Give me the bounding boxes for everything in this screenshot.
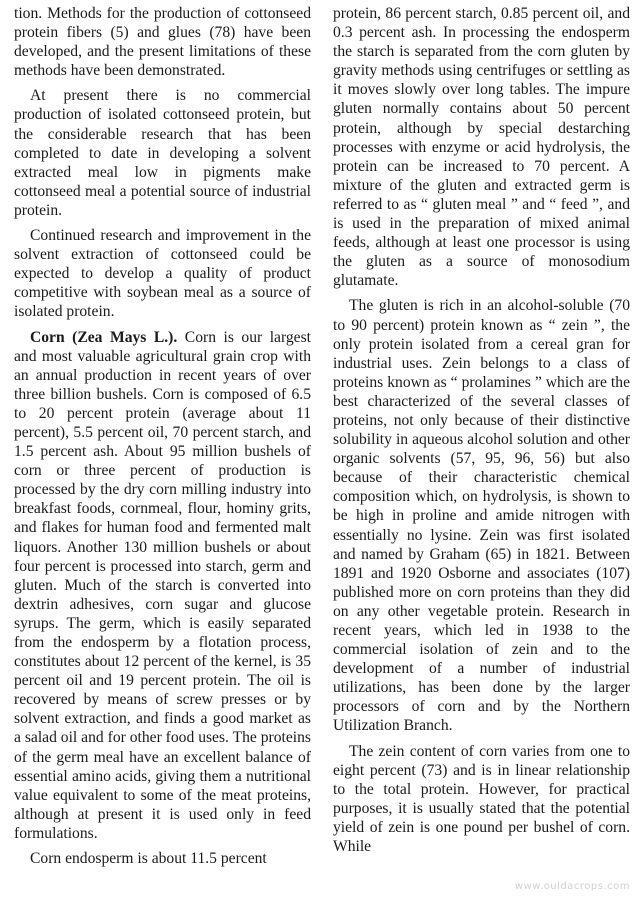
- paragraph: The zein content of corn varies from one to eight percent (73) and is in linear relationship to the total protein. However, for practical purposes, it is usually stated that the potential yield of zein is one pound per bushel of corn. While: [333, 742, 630, 856]
- paragraph: Corn endosperm is about 11.5 percent: [30, 850, 267, 868]
- section-heading-latin-name: (Zea Mays L.).: [72, 328, 178, 346]
- paragraph: The gluten is rich in an alcohol-soluble (70 to 90 percent) protein known as “ zein ”, the only protein isolated from a cereal gran for industrial uses. Zein belongs to a class of proteins known as “ prolamines ” which are the best characterized of the several classes of proteins, not only because of their distinctive solubility in aqueous alcohol solution and other organic solvents (57, 95, 96, 56) but also because of their characteristic chemical composition which, on hydrolysis, is shown to be high in proline and amide nitrogen with essentially no lysine. Zein was first isolated and named by Graham (65) in 1821. Between 1891 and 1920 Osborne and associates (107) published more on corn proteins than they did on any other vegetable protein. Research in recent years, which led in 1938 to the commercial isolation of zein and to the development of a number of industrial utilizations, has been done by the larger processors of corn and by the Northern Utilization Branch.: [333, 297, 630, 735]
- paragraph: Continued research and improvement in the solvent extraction of cottonseed could be expected to develop a quality of product competitive with soybean meal as a source of isolated protein.: [14, 227, 311, 321]
- section-heading-corn: Corn: [30, 328, 65, 346]
- left-column: [14, 4, 311, 900]
- corn-section-paragraph: [14, 328, 311, 844]
- paragraph: protein, 86 percent starch, 0.85 percent oil, and 0.3 percent ash. In processing the endosperm the starch is separated from the corn gluten by gravity methods using centrifuges or settling as it moves slowly over long tables. The impure gluten normally contains about 50 percent protein, although by special destarching processes with enzyme or acid hydrolysis, the protein can be increased to 70 percent. A mixture of the gluten and extracted germ is referred to as “ gluten meal ” and “ feed ”, and is used in the preparation of mixed animal feeds, although at least one processor is using the gluten as a source of monosodium glutamate.: [333, 5, 630, 290]
- watermark: www.ouldacrops.com: [514, 880, 630, 892]
- paragraph-body: Corn is our largest and most valuable agricultural grain crop with an annual production in recent years of over three billion bushels. Corn is composed of 6.5 to 20 percent protein (average about 11 percent), 5.5 percent oil, 70 percent starch, and 1.5 percent ash. About 95 million bushels of corn or three percent of production is processed by the dry corn milling industry into breakfast foods, cornmeal, flour, hominy grits, and flakes for human food and fermented malt liquors. Another 130 million bushels or about four percent is processed into starch, germ and gluten. Much of the starch is converted into dextrin adhesives, corn sugar and glucose syrups. The germ, which is easily separated from the endosperm by a flotation process, constitutes about 12 percent of the kernel, is 35 percent oil and 19 percent protein. The oil is recovered by means of screw presses or by solvent extraction, and finds a good market as a salad oil and for other food uses. The proteins of the germ meal have an excellent balance of essential amino acids, giving them a nutritional value equivalent to some of the meat proteins, although at present it is used only in feed formulations.: [14, 328, 311, 842]
- right-column: [333, 4, 630, 900]
- paragraph: tion. Methods for the production of cottonseed protein fibers (5) and glues (78) have been developed, and the present limitations of these methods have been demonstrated.: [14, 5, 311, 80]
- paragraph: At present there is no commercial production of isolated cottonseed protein, but the considerable research that has been completed to date in developing a solvent extracted meal low in pigments make cottonseed meal a potential source of industrial protein.: [14, 87, 311, 219]
